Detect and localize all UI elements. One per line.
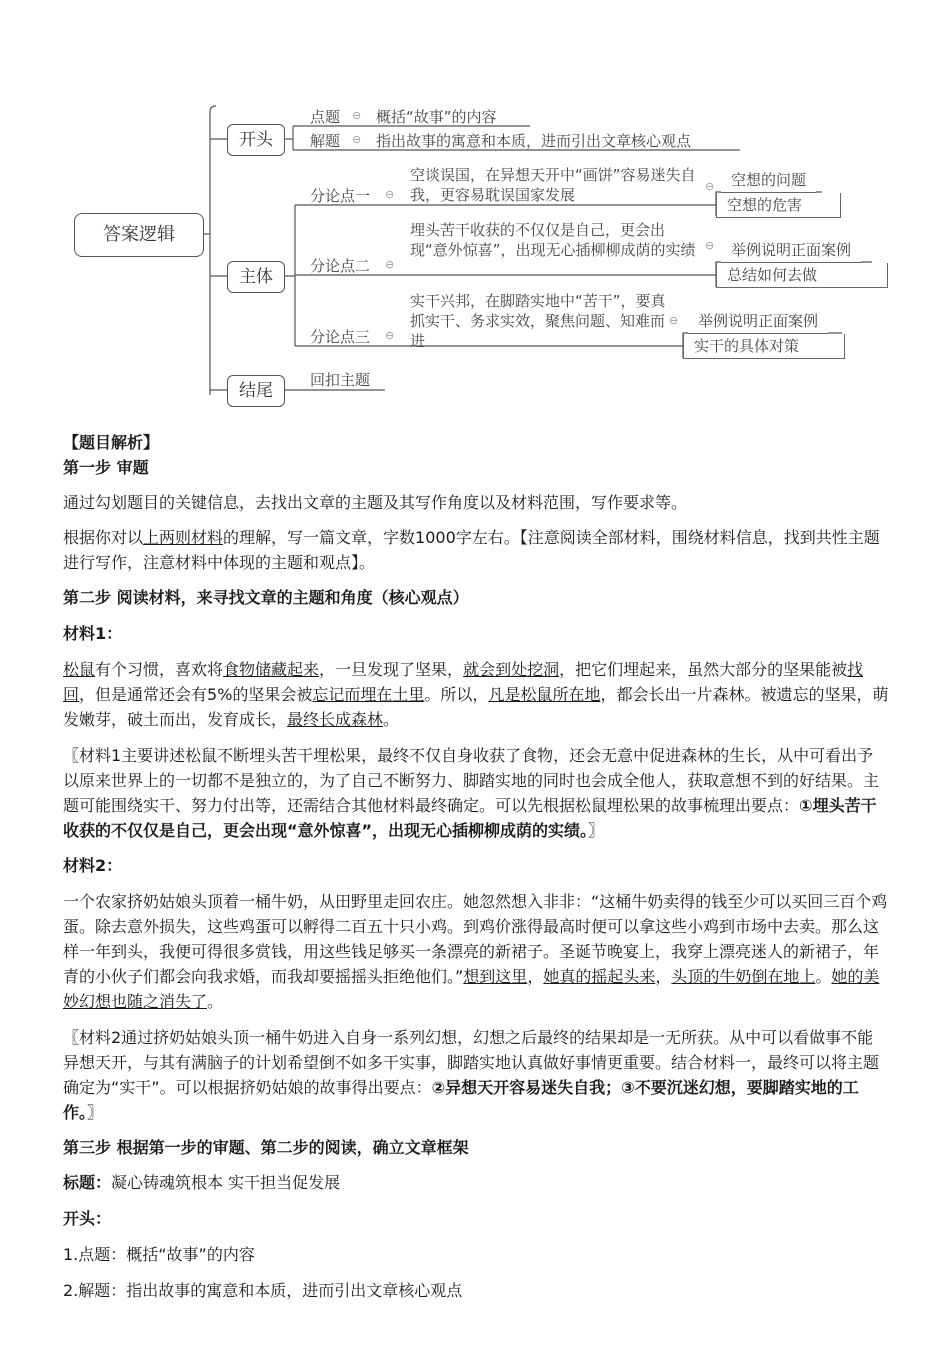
material2-text: 一个农家挤奶姑娘头顶着一桶牛奶，从田野里走回农庄。她忽然想入非非：“这桶牛奶卖得的钱至少可以买回三百个鸡蛋。除去意外损失，这些鸡蛋可以孵得二百五十只小鸡。到鸡价涨得最高时便可以拿这些小鸡到市场中去卖。那么这样一年到头，我便可得很多赏钱，用这些钱足够买一条漂亮的新裙子。圣诞节晚宴上，我穿上漂亮迷人的新裙子，年青的小伙子们都会向我求婚，而我却要摇摇头拒绝他们。”想到这里，她真的摇起头来，头顶的牛奶倒在地上。她的美妙幻想也随之消失了。 <box>63 892 888 1011</box>
step1-title: 第一步 审题 <box>63 458 149 477</box>
analysis-section <box>63 430 889 1303</box>
material1-note: 〖材料1主要讲述松鼠不断埋头苦干埋松果，最终不仅自身收获了食物，还会无意中促进森林的生长，从中可看出予以原来世界上的一切都不是独立的，为了自己不断努力、脚踏实地的同时也会成全他人，获取意想不到的好结果。主题可能围绕实干、努力付出等，还需结合其他材料最终确定。可以先根据松鼠埋松果的故事梳理出要点：①埋头苦干收获的不仅仅是自己，更会出现“意外惊喜”，出现无心插柳柳成荫的实绩。〗 <box>63 746 880 840</box>
collapse-icon: ⊖ <box>669 314 679 327</box>
material1-text: 松鼠有个习惯，喜欢将食物储藏起来，一旦发现了坚果，就会到处挖洞，把它们埋起来，虽然大部分的坚果能被找回，但是通常还会有5%的坚果会被忘记而埋在土里。所以，凡是松鼠所在地，都会长出一片森林。被遗忘的坚果，萌发嫩芽，破土而出，发育成长，最终长成森林。 <box>63 660 889 729</box>
body-point-text: 空谈误国，在异想天开中“画饼”容易迷失自我，更容易耽误国家发展 <box>410 166 696 204</box>
opening-item-1: 1.点题：概括“故事”的内容 <box>63 1245 255 1264</box>
body-sub: 举例说明正面案例 <box>721 238 861 263</box>
material1-title: 材料1： <box>63 624 123 643</box>
body-sub: 空想的问题 <box>721 168 816 193</box>
collapse-icon: ⊖ <box>705 180 715 193</box>
opening-item-name: 点题 <box>310 108 341 126</box>
headline-line: 标题：凝心铸魂筑根本 实干担当促发展 <box>63 1173 341 1192</box>
body-sub: 举例说明正面案例 <box>688 309 828 334</box>
step3-title: 第三步 根据第一步的审题、第二步的阅读，确立文章框架 <box>63 1138 469 1157</box>
mindmap <box>0 0 950 420</box>
material2-title: 材料2： <box>63 856 123 875</box>
body-point-text: 实干兴邦，在脚踏实地中“苦干”，要真抓实干、务求实效，聚焦问题、知难而进 <box>410 292 666 350</box>
opening-item-name: 解题 <box>310 132 341 150</box>
material2-note: 〖材料2通过挤奶姑娘头顶一桶牛奶进入自身一系列幻想，幻想之后最终的结果却是一无所获。从中可以看做事不能异想天开，与其有满脑子的计划希望倒不如多干实事，脚踏实地认真做好事情更重要。结合材料一，最终可以将主题确定为“实干”。可以根据挤奶姑娘的故事得出要点：②异想天开容易迷失自我；③不要沉迷幻想，要脚踏实地的工作。〗 <box>63 1028 880 1122</box>
opening-item-text: 指出故事的寓意和本质，进而引出文章核心观点 <box>376 132 692 150</box>
opening-label: 开头： <box>63 1209 112 1228</box>
mindmap-opening: 开头 <box>227 124 285 156</box>
step1-p1: 通过勾划题目的关键信息，去找出文章的主题及其写作角度以及材料范围，写作要求等。 <box>63 493 688 512</box>
body-point-name: 分论点二 <box>310 257 371 275</box>
body-sub: 总结如何去做 <box>716 263 888 288</box>
opening-item-2: 2.解题：指出故事的寓意和本质，进而引出文章核心观点 <box>63 1281 463 1300</box>
collapse-icon: ⊖ <box>385 258 395 271</box>
body-point-name: 分论点三 <box>310 328 371 346</box>
analysis-title: 【题目解析】 <box>63 433 160 452</box>
opening-item-text: 概括“故事”的内容 <box>376 108 497 126</box>
body-sub: 实干的具体对策 <box>683 334 845 359</box>
collapse-icon: ⊖ <box>352 109 362 122</box>
body-point-text: 埋头苦干收获的不仅仅是自己，更会出现“意外惊喜”，出现无心插柳柳成荫的实绩 <box>410 221 696 259</box>
collapse-icon: ⊖ <box>385 188 395 201</box>
collapse-icon: ⊖ <box>385 329 395 342</box>
body-sub: 空想的危害 <box>716 193 841 218</box>
mindmap-body: 主体 <box>227 261 285 293</box>
mindmap-ending: 结尾 <box>227 375 285 407</box>
ending-item: 回扣主题 <box>310 371 371 389</box>
collapse-icon: ⊖ <box>705 239 715 252</box>
collapse-icon: ⊖ <box>352 133 362 146</box>
step2-title: 第二步 阅读材料，来寻找文章的主题和角度（核心观点） <box>63 588 469 607</box>
step1-p2: 根据你对以上两则材料的理解，写一篇文章，字数1000字左右。【注意阅读全部材料，围绕材料信息，找到共性主题进行写作，注意材料中体现的主题和观点】。 <box>63 528 880 572</box>
body-point-name: 分论点一 <box>310 187 371 205</box>
mindmap-root: 答案逻辑 <box>74 213 204 257</box>
